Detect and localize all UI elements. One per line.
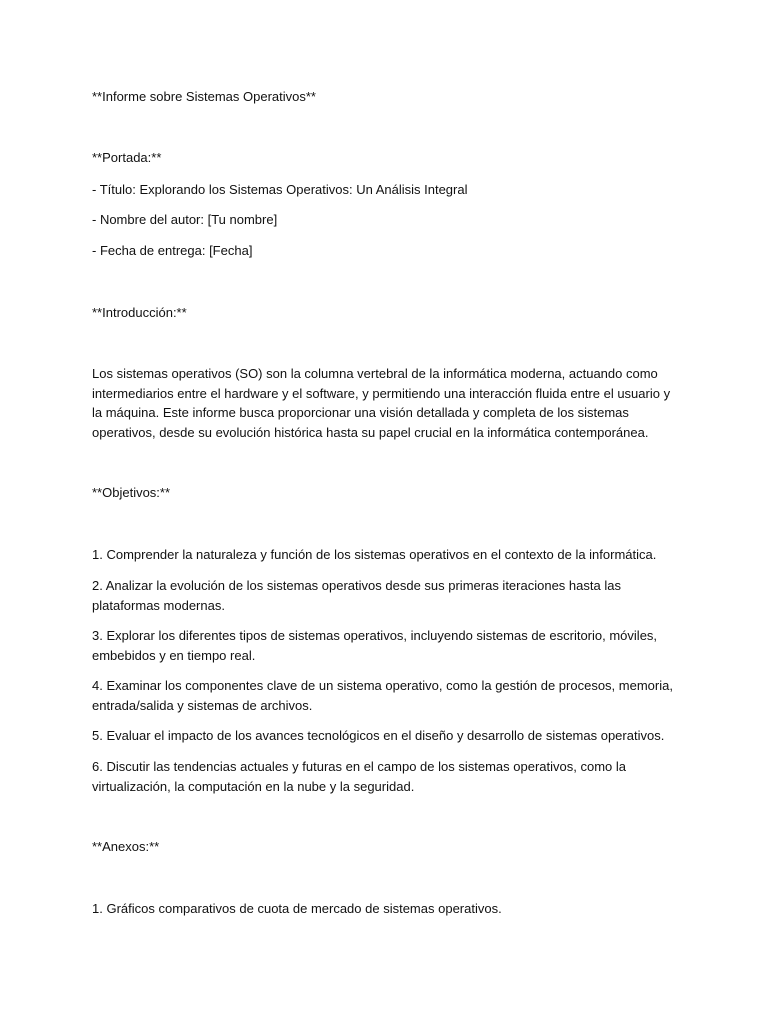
- objetivo-item: 2. Analizar la evolución de los sistemas operativos desde sus primeras iteraciones hasta las plataformas modernas.: [92, 578, 621, 613]
- introduccion-paragraph: Los sistemas operativos (SO) son la columna vertebral de la informática moderna, actuando como intermediarios entre el hardware y el software, y permitiendo una interacción fluida entre el usuario y la máquina. Este informe busca proporcionar una visión detallada y completa de los sistemas operativos, desde su evolución histórica hasta su papel crucial en la informática contemporánea.: [92, 366, 671, 440]
- objetivo-item: 1. Comprender la naturaleza y función de los sistemas operativos en el contexto de la informática.: [92, 547, 657, 562]
- objetivo-item: 6. Discutir las tendencias actuales y futuras en el campo de los sistemas operativos, como la virtualización, la computación en la nube y la seguridad.: [92, 759, 626, 794]
- portada-autor: - Nombre del autor: [Tu nombre]: [92, 212, 278, 227]
- anexo-item: 1. Gráficos comparativos de cuota de mercado de sistemas operativos.: [92, 901, 502, 916]
- objetivos-heading: **Objetivos:**: [92, 485, 171, 500]
- introduccion-heading: **Introducción:**: [92, 305, 187, 320]
- anexos-heading: **Anexos:**: [92, 839, 160, 854]
- objetivo-item: 3. Explorar los diferentes tipos de sistemas operativos, incluyendo sistemas de escritorio, móviles, embebidos y en tiempo real.: [92, 628, 658, 663]
- portada-titulo: - Título: Explorando los Sistemas Operativos: Un Análisis Integral: [92, 182, 468, 197]
- document-title: **Informe sobre Sistemas Operativos**: [92, 89, 316, 104]
- portada-fecha: - Fecha de entrega: [Fecha]: [92, 243, 253, 258]
- portada-heading: **Portada:**: [92, 150, 162, 165]
- objetivo-item: 4. Examinar los componentes clave de un sistema operativo, como la gestión de procesos, memoria, entrada/salida y sistemas de archivos.: [92, 678, 673, 713]
- objetivo-item: 5. Evaluar el impacto de los avances tecnológicos en el diseño y desarrollo de sistemas operativos.: [92, 728, 665, 743]
